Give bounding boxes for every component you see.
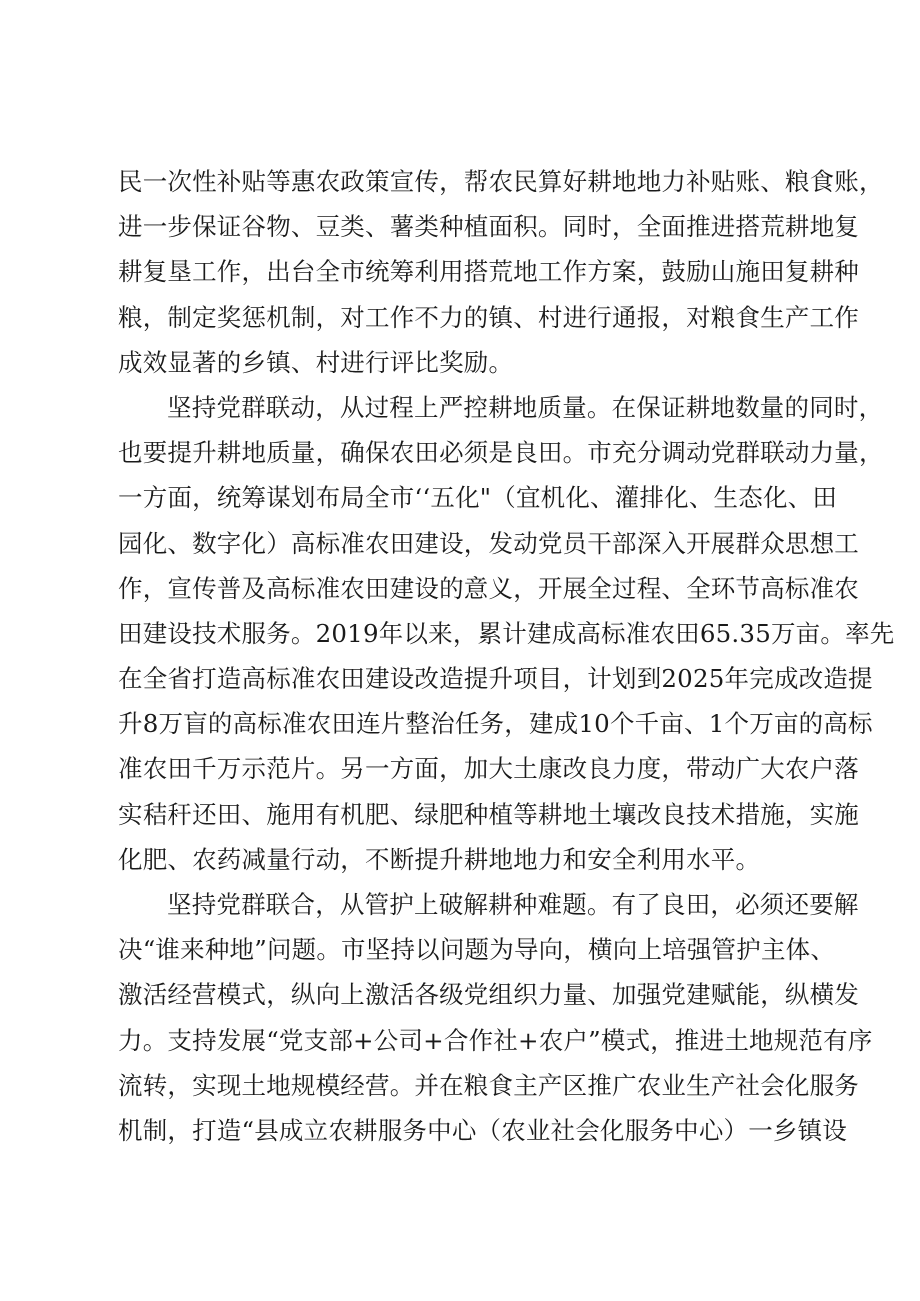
text-line: 激活经营模式，纵向上激活各级党组织力量、加强党建赋能，纵横发 [118,980,859,1010]
text-line: 田建设技术服务。2019年以来，累计建成高标准农田65.35万亩。率先 [118,618,895,648]
text-line: 机制，打造“县成立农耕服务中心（农业社会化服务中心）一乡镇设 [118,1115,848,1145]
text-line: 成效显著的乡镇、村进行评比奖励。 [118,347,514,377]
text-line: 作，宣传普及高标准农田建设的意义，开展全过程、全环节高标准农 [118,573,859,603]
text-line: 坚持党群联动，从过程上严控耕地质量。在保证耕地数量的同时， [167,392,884,422]
text-line: 升8万盲的高标准农田连片整治任务，建成10个千亩、1个万亩的高标 [118,709,873,739]
text-line: 园化、数字化）高标准农田建设，发动党员干部深入开展群众思想工 [118,528,859,558]
paragraph-2 [118,385,895,882]
text-line: 实秸秆还田、施用有机肥、绿肥种植等耕地土壤改良技术措施，实施 [118,799,859,829]
paragraph-3 [118,882,873,1153]
text-line: 民一次性补贴等惠农政策宣传，帮农民算好耕地地力补贴账、粮食账， [118,167,884,196]
text-line: 一方面，统筹谋划布局全市‘‘五化"（宜机化、灌排化、生态化、田 [118,483,838,513]
text-line: 决“谁来种地”问题。市坚持以问题为导向，横向上培强管护主体、 [118,935,836,965]
text-line: 化肥、农药减量行动，不断提升耕地地力和安全利用水平。 [118,844,761,874]
text-line: 耕复垦工作，出台全市统筹利用搭荒地工作方案，鼓励山施田复耕种 [118,257,859,287]
text-line: 坚持党群联合，从管护上破解耕种难题。有了良田，必须还要解 [167,890,859,919]
document-body [118,159,895,1153]
paragraph-1 [118,159,884,385]
text-line: 力。支持发展“党支部+公司+合作社+农户”模式，推进土地规范有序 [118,1025,873,1055]
text-line: 准农田千万示范片。另一方面，加大土康改良力度，带动广大农户落 [118,754,859,784]
text-line: 流转，实现土地规模经营。并在粮食主产区推广农业生产社会化服务 [118,1070,859,1100]
text-line: 进一步保证谷物、豆类、薯类种植面积。同时，全面推进搭荒耕地复 [118,212,859,242]
text-line: 粮，制定奖惩机制，对工作不力的镇、村进行通报，对粮食生产工作 [118,302,859,332]
text-line: 也要提升耕地质量，确保农田必须是良田。市充分调动党群联动力量， [118,438,884,468]
text-line: 在全省打造高标准农田建设改造提升项目，计划到2025年完成改造提 [118,664,873,694]
